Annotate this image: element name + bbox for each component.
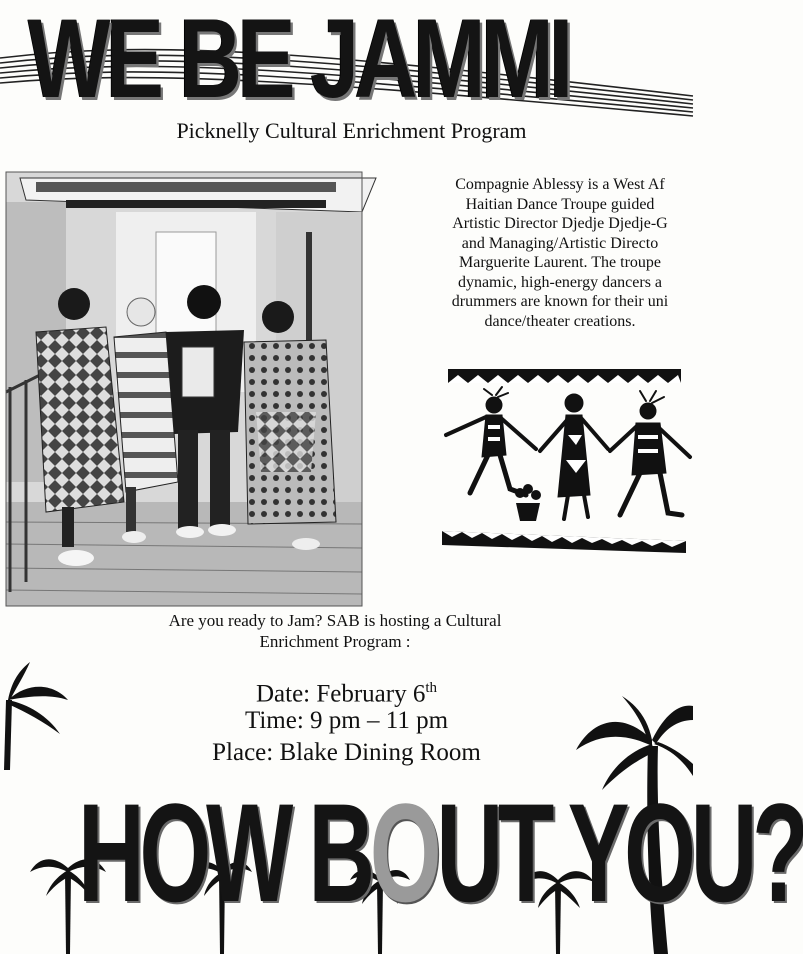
event-date-text: Date: February 6 [255, 680, 426, 708]
slogan-grey-o: O [369, 774, 437, 931]
slogan [78, 772, 803, 934]
slogan-part2: UT YOU? [436, 774, 803, 931]
event-place: Place: Blake Dining Room [212, 739, 481, 766]
description-line: Compagnie Ablessy is a West Af [455, 176, 665, 193]
description-line: dynamic, high-energy dancers a [457, 273, 663, 291]
program-title: Picknelly Cultural Enrichment Program [176, 118, 527, 143]
description-line: drummers are known for their uni [451, 293, 669, 310]
event-time: Time: 9 pm – 11 pm [244, 707, 449, 734]
flower-pot-icon [515, 484, 541, 521]
description-line: Marguerite Laurent. The troupe [459, 254, 661, 271]
headline: WE BE JAMMI [28, 0, 569, 121]
slogan-part1: HOW B [78, 774, 370, 931]
intro-text [120, 610, 550, 652]
troupe-description [410, 175, 710, 331]
intro-line: Are you ready to Jam? SAB is hosting a Cultural [168, 611, 502, 630]
intro-line: Enrichment Program : [259, 632, 411, 651]
description-line: Artistic Director Djedje Djedje-G [452, 215, 668, 232]
troupe-photo [6, 172, 362, 606]
description-line: dance/theater creations. [484, 312, 636, 330]
dancers-clipart [436, 365, 693, 555]
description-line: and Managing/Artistic Directo [461, 234, 659, 252]
event-date-suffix: th [425, 680, 438, 696]
description-line: Haitian Dance Troupe guided [465, 195, 655, 213]
palm-tree-icon [0, 660, 70, 770]
